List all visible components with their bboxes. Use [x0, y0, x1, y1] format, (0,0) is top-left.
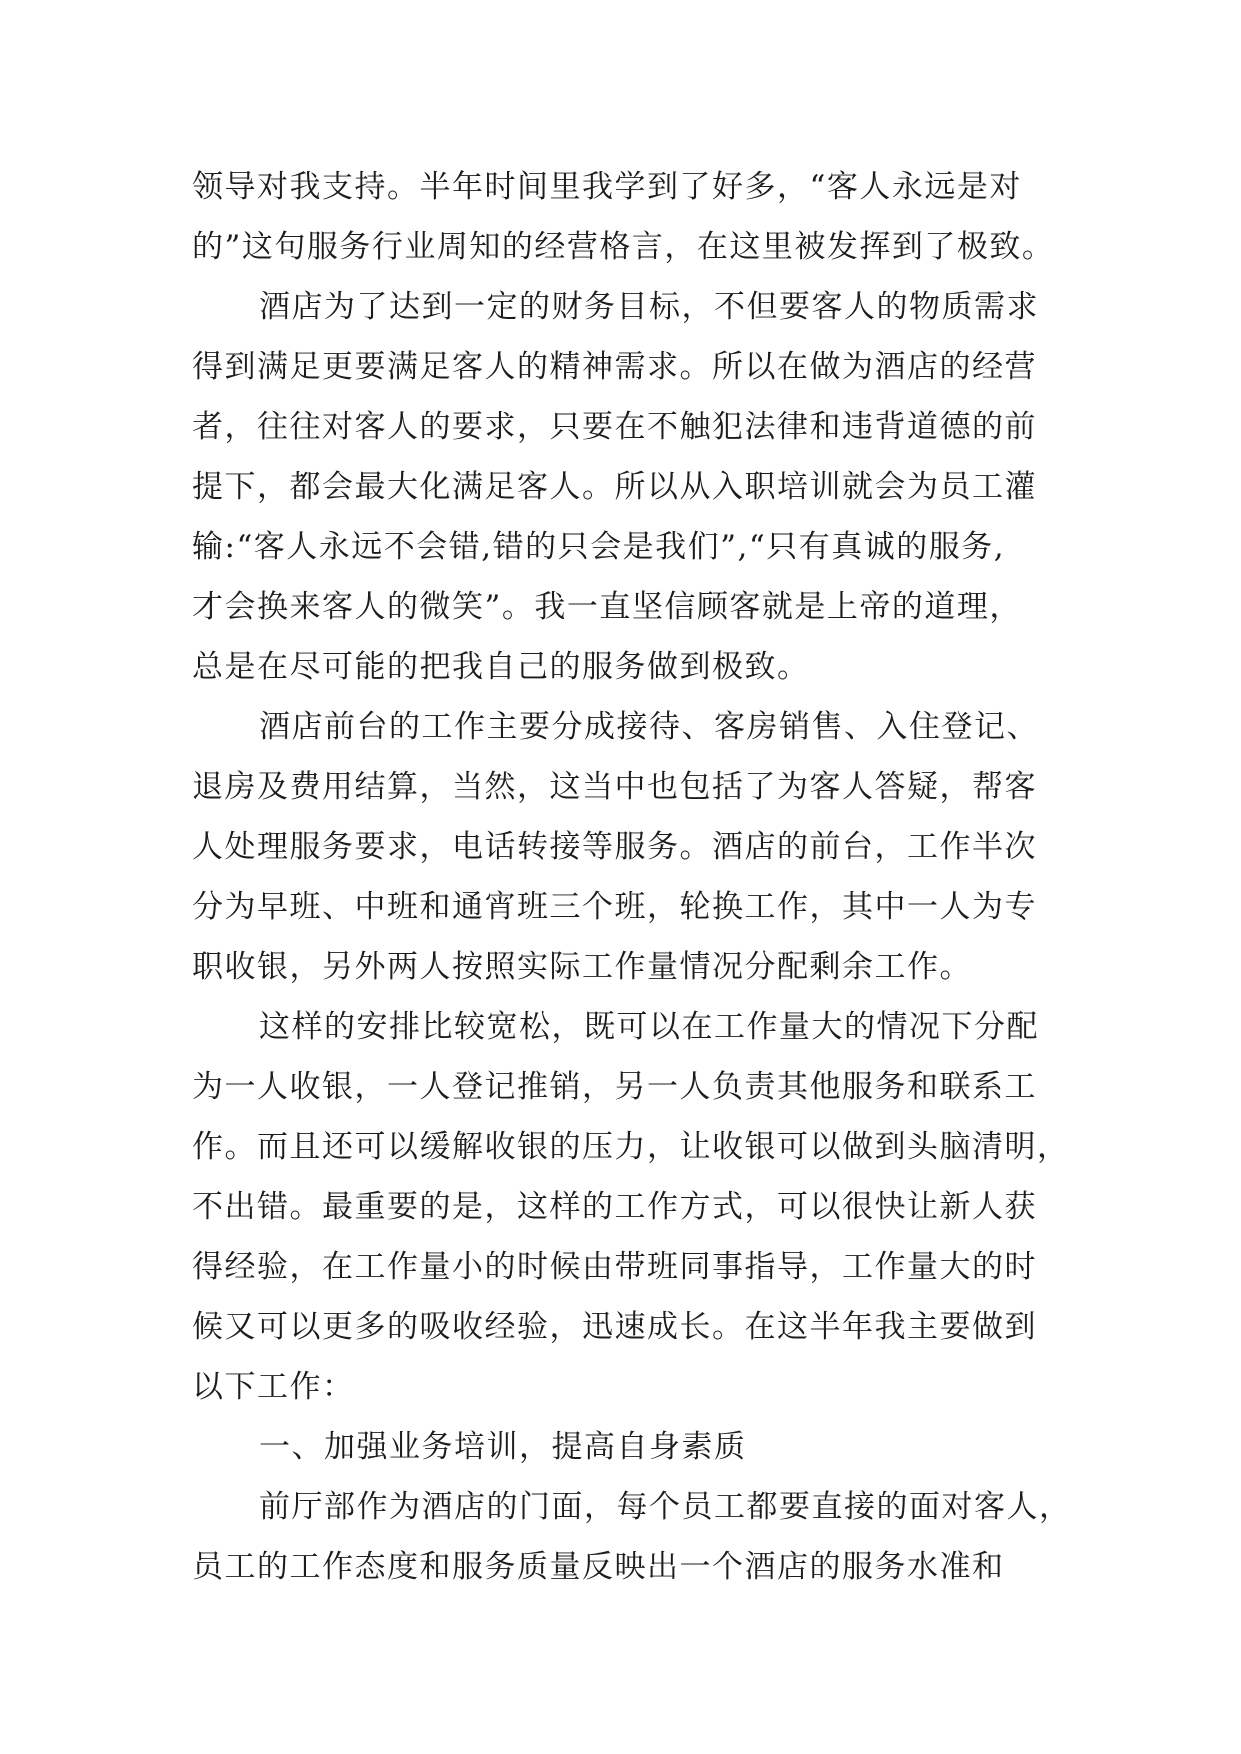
document-body [192, 157, 1072, 1597]
text-line: 领导对我支持。半年时间里我学到了好多，“客人永远是对 [192, 169, 1022, 205]
text-line: 员工的工作态度和服务质量反映出一个酒店的服务水准和 [192, 1549, 1005, 1585]
text-line: 职收银，另外两人按照实际工作量情况分配剩余工作。 [192, 949, 972, 985]
text-line: 作。而且还可以缓解收银的压力，让收银可以做到头脑清明， [192, 1129, 1070, 1165]
text-line: 输:“客人永远不会错,错的只会是我们”,“只有真诚的服务, [192, 529, 1006, 565]
paragraph-first-line: 酒店为了达到一定的财务目标，不但要客人的物质需求 [259, 289, 1039, 325]
text-line: 候又可以更多的吸收经验，迅速成长。在这半年我主要做到 [192, 1309, 1037, 1345]
text-line: 得到满足更要满足客人的精神需求。所以在做为酒店的经营 [192, 349, 1037, 385]
text-line: 者，往往对客人的要求，只要在不触犯法律和违背道德的前 [192, 409, 1037, 445]
paragraph-first-line: 前厅部作为酒店的门面，每个员工都要直接的面对客人， [259, 1489, 1072, 1525]
text-line: 退房及费用结算，当然，这当中也包括了为客人答疑，帮客 [192, 769, 1037, 805]
section-heading: 一、加强业务培训，提高自身素质 [259, 1429, 747, 1465]
text-line: 不出错。最重要的是，这样的工作方式，可以很快让新人获 [192, 1189, 1037, 1225]
text-line: 为一人收银，一人登记推销，另一人负责其他服务和联系工 [192, 1069, 1037, 1105]
text-line: 提下，都会最大化满足客人。所以从入职培训就会为员工灌 [192, 469, 1037, 505]
text-line: 才会换来客人的微笑”。我一直坚信顾客就是上帝的道理， [192, 589, 1022, 625]
text-line: 人处理服务要求，电话转接等服务。酒店的前台，工作半次 [192, 829, 1037, 865]
text-line: 以下工作： [192, 1369, 355, 1405]
text-line: 总是在尽可能的把我自己的服务做到极致。 [192, 649, 810, 685]
paragraph-first-line: 这样的安排比较宽松，既可以在工作量大的情况下分配 [259, 1009, 1039, 1045]
text-line: 得经验，在工作量小的时候由带班同事指导，工作量大的时 [192, 1249, 1037, 1285]
text-line: 的”这句服务行业周知的经营格言，在这里被发挥到了极致。 [192, 229, 1055, 265]
text-line: 分为早班、中班和通宵班三个班，轮换工作，其中一人为专 [192, 889, 1037, 925]
paragraph-first-line: 酒店前台的工作主要分成接待、客房销售、入住登记、 [259, 709, 1039, 745]
